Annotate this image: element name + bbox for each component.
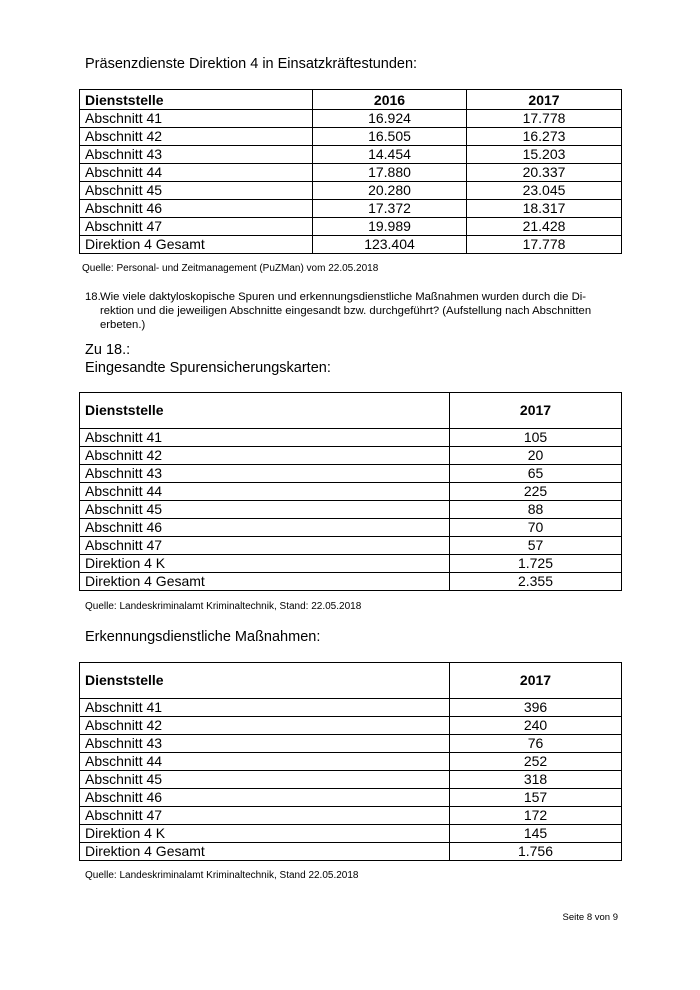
traces-header-2017: 2017 [450,393,622,429]
presence-header-2016: 2016 [313,90,467,110]
table-row [80,735,622,753]
value-2017: 225 [450,483,622,501]
value-2017: 17.778 [467,236,622,254]
answer-label: Zu 18.: [85,342,131,358]
value-2017: 105 [450,429,622,447]
value-2017: 145 [450,825,622,843]
value-2017: 18.317 [467,200,622,218]
value-2017: 23.045 [467,182,622,200]
question-line-3: erbeten.) [100,319,146,331]
value-2017: 157 [450,789,622,807]
value-2017: 88 [450,501,622,519]
table-row [80,110,622,128]
question-line-1: Wie viele daktyloskopische Spuren und erkennungsdienstliche Maßnahmen wurden durch die Di- [100,291,587,303]
identification-source: Quelle: Landeskriminalamt Kriminaltechnik, Stand 22.05.2018 [85,870,359,881]
row-label: Abschnitt 45 [80,771,450,789]
value-2016: 14.454 [313,146,467,164]
table-row [80,789,622,807]
value-2016: 20.280 [313,182,467,200]
row-label: Abschnitt 41 [80,429,450,447]
row-label: Abschnitt 41 [80,110,313,128]
value-2017: 21.428 [467,218,622,236]
value-2017: 240 [450,717,622,735]
value-2017: 396 [450,699,622,717]
table-row [80,200,622,218]
table-row [80,128,622,146]
row-label: Abschnitt 44 [80,753,450,771]
table-row [80,573,622,591]
row-label: Abschnitt 44 [80,164,313,182]
value-2016: 123.404 [313,236,467,254]
row-label: Abschnitt 47 [80,218,313,236]
row-label: Abschnitt 42 [80,447,450,465]
table-row [80,807,622,825]
value-2016: 17.372 [313,200,467,218]
value-2017: 76 [450,735,622,753]
row-label: Abschnitt 47 [80,537,450,555]
table-row [80,501,622,519]
table-row [80,483,622,501]
row-label: Abschnitt 46 [80,519,450,537]
table-row [80,164,622,182]
presence-title: Präsenzdienste Direktion 4 in Einsatzkräftestunden: [85,56,418,72]
presence-header-row [80,90,622,110]
value-2017: 2.355 [450,573,622,591]
table-row [80,825,622,843]
table-row [80,537,622,555]
table-row [80,555,622,573]
row-label: Direktion 4 K [80,825,450,843]
row-label: Abschnitt 44 [80,483,450,501]
identification-title: Erkennungsdienstliche Maßnahmen: [85,629,321,645]
value-2017: 15.203 [467,146,622,164]
table-row [80,753,622,771]
value-2017: 57 [450,537,622,555]
value-2017: 20 [450,447,622,465]
value-2017: 1.756 [450,843,622,861]
value-2017: 17.778 [467,110,622,128]
row-label: Abschnitt 45 [80,501,450,519]
question-line-2: rektion und die jeweiligen Abschnitte eingesandt bzw. durchgeführt? (Aufstellung nach Abschnitten [100,305,592,317]
row-label: Abschnitt 43 [80,735,450,753]
value-2017: 16.273 [467,128,622,146]
value-2017: 318 [450,771,622,789]
row-label: Abschnitt 42 [80,717,450,735]
table-row [80,771,622,789]
answer-subtitle: Eingesandte Spurensicherungskarten: [85,360,331,376]
row-label: Abschnitt 41 [80,699,450,717]
value-2017: 172 [450,807,622,825]
presence-header-2017: 2017 [467,90,622,110]
row-label: Abschnitt 42 [80,128,313,146]
presence-header-dienststelle: Dienststelle [80,90,313,110]
identification-table [79,662,622,861]
table-row [80,182,622,200]
value-2016: 16.924 [313,110,467,128]
row-label: Direktion 4 Gesamt [80,573,450,591]
table-row [80,218,622,236]
value-2016: 16.505 [313,128,467,146]
value-2017: 252 [450,753,622,771]
value-2017: 20.337 [467,164,622,182]
traces-header-row [80,393,622,429]
row-label: Abschnitt 47 [80,807,450,825]
table-row [80,447,622,465]
table-row [80,465,622,483]
value-2016: 17.880 [313,164,467,182]
value-2016: 19.989 [313,218,467,236]
row-label: Direktion 4 Gesamt [80,843,450,861]
table-row [80,146,622,164]
row-label: Abschnitt 45 [80,182,313,200]
table-row [80,699,622,717]
row-label: Abschnitt 43 [80,465,450,483]
identification-header-dienststelle: Dienststelle [80,663,450,699]
value-2017: 65 [450,465,622,483]
table-row [80,236,622,254]
presence-source: Quelle: Personal- und Zeitmanagement (PuZMan) vom 22.05.2018 [82,263,379,274]
table-row [80,843,622,861]
row-label: Abschnitt 46 [80,200,313,218]
row-label: Direktion 4 K [80,555,450,573]
question-number: 18. [85,291,101,303]
row-label: Direktion 4 Gesamt [80,236,313,254]
table-row [80,429,622,447]
row-label: Abschnitt 46 [80,789,450,807]
identification-header-2017: 2017 [450,663,622,699]
value-2017: 1.725 [450,555,622,573]
row-label: Abschnitt 43 [80,146,313,164]
presence-table [79,89,622,254]
identification-header-row [80,663,622,699]
table-row [80,717,622,735]
traces-table [79,392,622,591]
traces-header-dienststelle: Dienststelle [80,393,450,429]
table-row [80,519,622,537]
traces-source: Quelle: Landeskriminalamt Kriminaltechnik, Stand: 22.05.2018 [85,601,362,612]
page-number: Seite 8 von 9 [562,912,618,923]
value-2017: 70 [450,519,622,537]
